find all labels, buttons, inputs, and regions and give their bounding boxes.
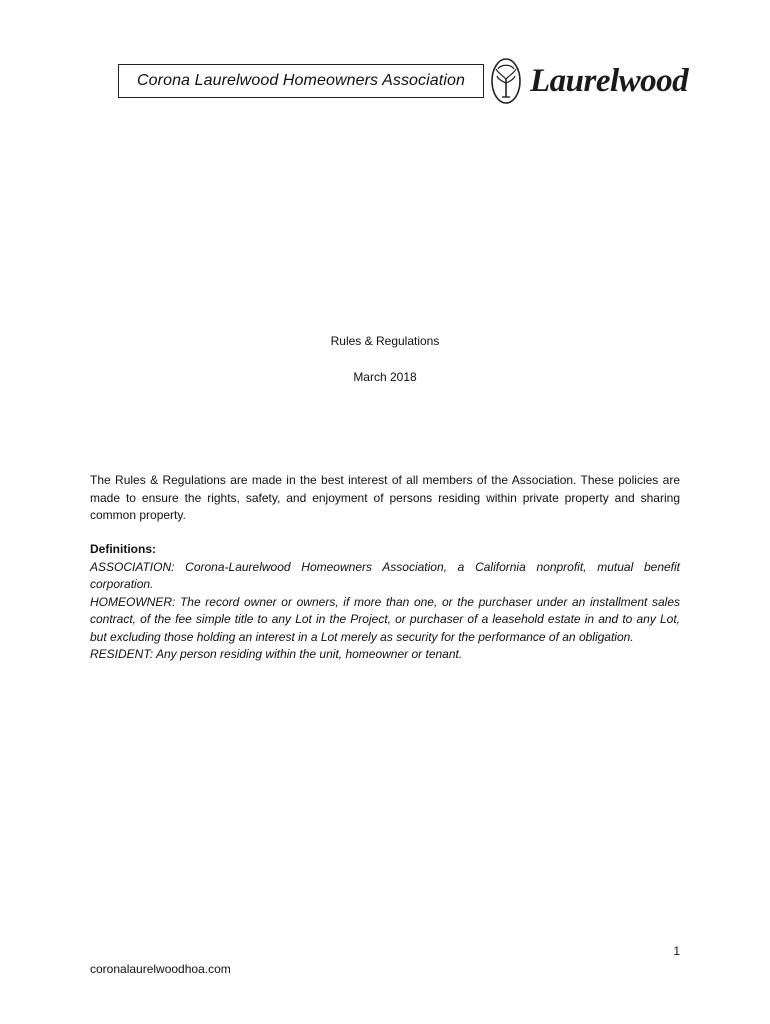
footer-website: coronalaurelwoodhoa.com: [90, 962, 231, 976]
logo-wordmark: Laurelwood: [530, 62, 689, 99]
header-title-box: [118, 64, 484, 98]
definitions-heading: Definitions:: [90, 542, 156, 556]
document-title: Rules & Regulations: [330, 334, 440, 348]
intro-paragraph: The Rules & Regulations are made in the best interest of all members of the Association. These policies are made to ensure the rights, safety, and enjoyment of persons residing within private property and sharing common property.: [90, 473, 680, 522]
tree-emblem-icon: [490, 57, 522, 105]
definition-resident: RESIDENT: Any person residing within the unit, homeowner or tenant.: [90, 647, 463, 661]
definition-homeowner: HOMEOWNER: The record owner or owners, if more than one, or the purchaser under an installment sales contract, of the fee simple title to any Lot in the Project, or purchaser of a leasehold estate in and to any Lot, but excluding those holding an interest in a Lot merely as security for the performance of an obligation.: [90, 594, 680, 644]
definition-association: ASSOCIATION: Corona-Laurelwood Homeowners Association, a California nonprofit, mutual benefit corporation.: [90, 559, 680, 591]
document-date: March 2018: [353, 370, 417, 384]
association-name: Corona Laurelwood Homeowners Association: [136, 72, 466, 89]
definitions-section: [90, 541, 680, 664]
laurelwood-logo: [490, 56, 690, 106]
page-number: 1: [673, 944, 680, 958]
